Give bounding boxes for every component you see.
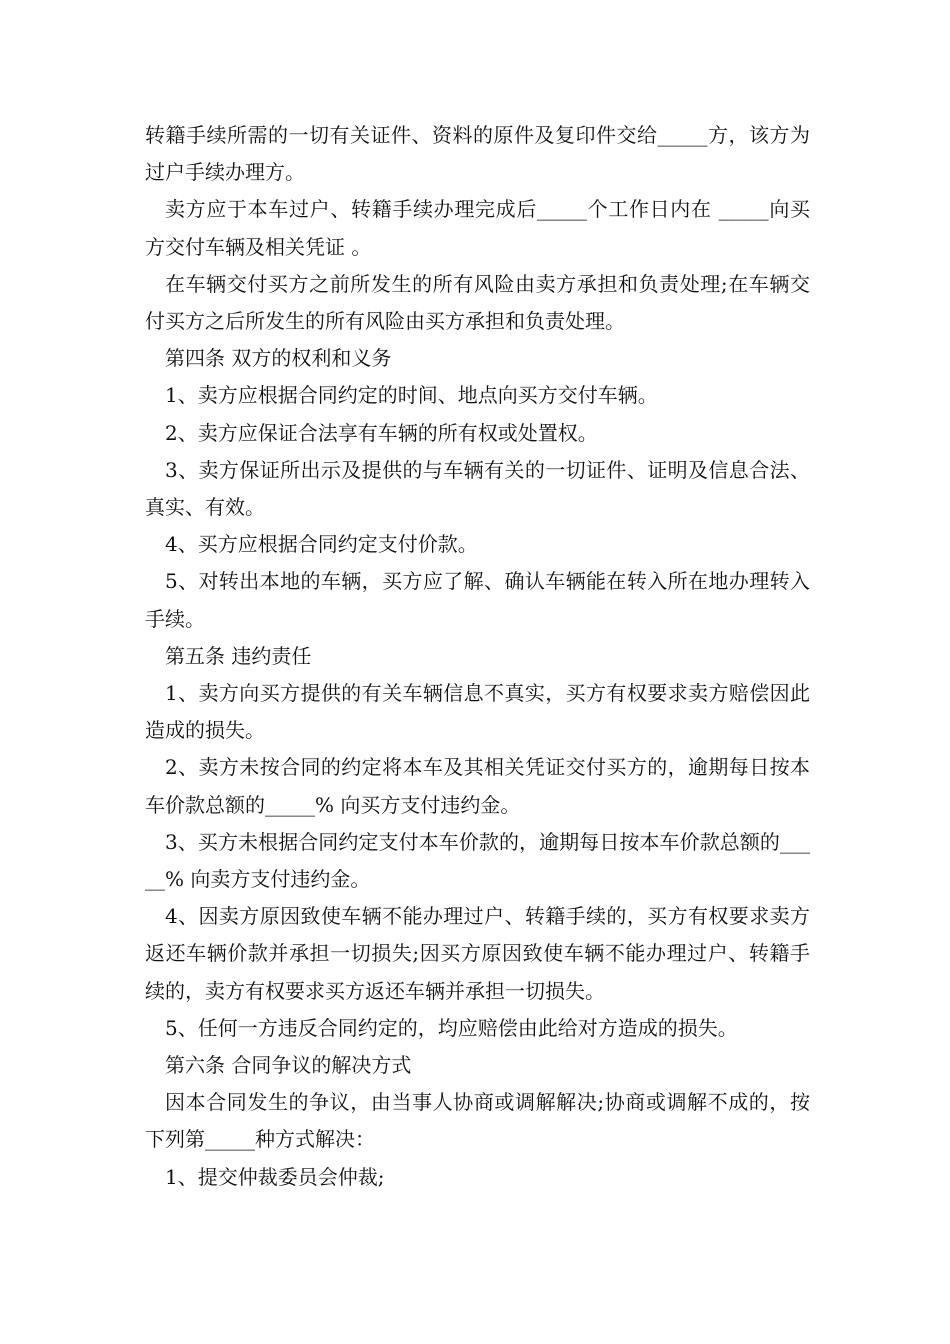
section-heading-breach-liability: 第五条 违约责任 bbox=[165, 643, 312, 668]
list-item: 1、提交仲裁委员会仲裁; bbox=[165, 1164, 385, 1189]
paragraph-risk: 在车辆交付买方之前所发生的所有风险由卖方承担和负责处理;在车辆交付买方之后所发生的所有风险由买方承担和负责处理。 bbox=[145, 271, 810, 334]
document-body bbox=[145, 117, 810, 1196]
list-item: 1、卖方应根据合同约定的时间、地点向买方交付车辆。 bbox=[165, 383, 658, 408]
list-item: 2、卖方未按合同的约定将本车及其相关凭证交付买方的，逾期每日按本车价款总额的_____% 向买方支付违约金。 bbox=[145, 755, 810, 817]
section-heading-rights-obligations: 第四条 双方的权利和义务 bbox=[165, 346, 392, 371]
list-item: 3、买方未根据合同约定支付本车价款的，逾期每日按本车价款总额的_____% 向卖方支付违约金。 bbox=[145, 829, 810, 892]
list-item: 4、买方应根据合同约定支付价款。 bbox=[165, 532, 478, 557]
list-item: 4、因卖方原因致使车辆不能办理过户、转籍手续的，买方有权要求卖方返还车辆价款并承担一切损失;因买方原因致使车辆不能办理过户、转籍手续的，卖方有权要求买方返还车辆并承担一切损失。 bbox=[145, 904, 810, 1003]
list-item: 3、卖方保证所出示及提供的与车辆有关的一切证件、证明及信息合法、真实、有效。 bbox=[145, 457, 810, 520]
paragraph-delivery-time: 卖方应于本车过户、转籍手续办理完成后_____个工作日内在 _____向买方交付车辆及相关凭证 。 bbox=[145, 197, 810, 259]
list-item: 2、卖方应保证合法享有车辆的所有权或处置权。 bbox=[165, 420, 598, 445]
section-heading-dispute-resolution: 第六条 合同争议的解决方式 bbox=[165, 1053, 412, 1078]
list-item: 5、对转出本地的车辆，买方应了解、确认车辆能在转入所在地办理转入手续。 bbox=[145, 569, 810, 631]
paragraph-dispute: 因本合同发生的争议，由当事人协商或调解解决;协商或调解不成的，按下列第_____种方式解决： bbox=[145, 1090, 810, 1152]
list-item: 1、卖方向买方提供的有关车辆信息不真实，买方有权要求卖方赔偿因此造成的损失。 bbox=[145, 681, 810, 743]
list-item: 5、任何一方违反合同约定的，均应赔偿由此给对方造成的损失。 bbox=[165, 1015, 738, 1040]
paragraph-transfer-documents: 转籍手续所需的一切有关证件、资料的原件及复印件交给_____方，该方为过户手续办理方。 bbox=[145, 123, 810, 185]
